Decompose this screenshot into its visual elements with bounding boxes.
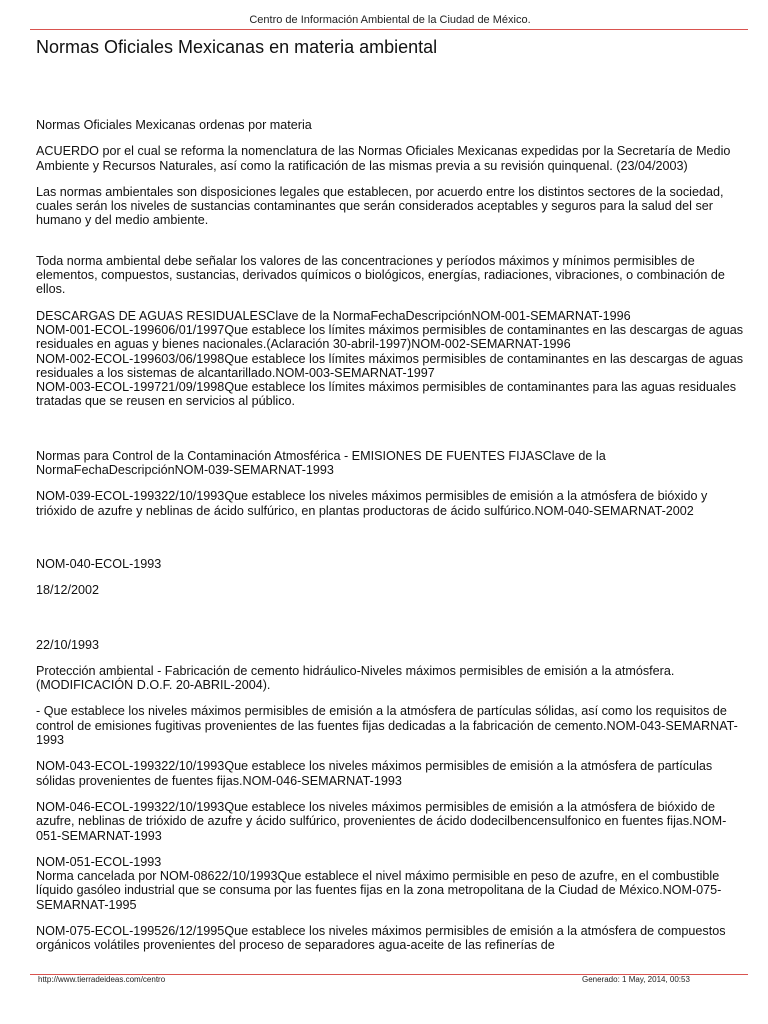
paragraph-nom-051: NOM-051-ECOL-1993 Norma cancelada por NOM-08622/10/1993Que establece el nivel máximo permisible en peso de azufre, en el combustible líquido gasóleo industrial que se consuma por las fuentes fijas en la zona metropolitana de la Ciudad de México.NOM-075-SEMARNAT-1995 [36,854,722,912]
paragraph-nom-040: NOM-040-ECOL-1993 [36,556,162,571]
paragraph-acuerdo: ACUERDO por el cual se reforma la nomenclatura de las Normas Oficiales Mexicanas expedidas por la Secretaría de Medio Ambiente y Recursos Naturales, así como la ratificación de las mismas previa a su revisión quinquenal. (23/04/2003) [36,144,731,173]
paragraph-fuentes-fijas: Normas para Control de la Contaminación Atmosférica - EMISIONES DE FUENTES FIJASClave de la NormaFechaDescripciónNOM-039-SEMARNAT-1993 [36,448,606,478]
paragraph-definition: Las normas ambientales son disposiciones legales que establecen, por acuerdo entre los distintos sectores de la sociedad, cuales serán los niveles de sustancias contaminantes que serán considerados aceptables y seguros para la salud del ser humano y del medio ambiente. [36,184,724,228]
paragraph-cemento: Protección ambiental - Fabricación de cemento hidráulico-Niveles máximos permisibles de emisión a la atmósfera. (MODIFICACIÓN D.O.F. 20-ABRIL-2004). [36,663,675,693]
paragraph-nom-043: NOM-043-ECOL-199322/10/1993Que establece los niveles máximos permisibles de emisión a la atmósfera de partículas sólidas provenientes de fuentes fijas.NOM-046-SEMARNAT-1993 [36,759,713,788]
paragraph-aguas-residuales: DESCARGAS DE AGUAS RESIDUALESClave de la NormaFechaDescripciónNOM-001-SEMARNAT-1996 NOM-001-ECOL-199606/01/1997Que establece los límites máximos permisibles de contaminantes en las descargas de aguas residuales en aguas y bienes nacionales.(Aclaración 30-abril-1997)NOM-002-SEMARNAT-1996 NOM-002-ECOL-199603/06/1998Que establece los límites máximos permisibles de contaminantes en las descargas de aguas residuales a los sistemas de alcantarillado.NOM-003-SEMARNAT-1997 NOM-003-ECOL-199721/09/1998Que establece los límites máximos permisibles de contaminantes para las aguas residuales tratadas que se reusen en servicios al público. [36,308,744,409]
document-body [36,118,748,953]
paragraph-date-2: 22/10/1993 [36,637,100,652]
paragraph-subtitle: Normas Oficiales Mexicanas ordenas por materia [36,118,312,132]
paragraph-nom-075: NOM-075-ECOL-199526/12/1995Que establece los niveles máximos permisibles de emisión a la atmósfera de compuestos orgánicos volátiles provenientes del proceso de separadores agua-aceite de las refinerías de [36,923,726,953]
paragraph-requirements: Toda norma ambiental debe señalar los valores de las concentraciones y períodos máximos y mínimos permisibles de elementos, compuestos, sustancias, derivados químicos o biológicos, energías, radiaciones, vibraciones, o combinación de ellos. [36,253,725,297]
paragraph-date-1: 18/12/2002 [36,583,100,598]
footer-url: http://www.tierradeideas.com/centro [38,975,166,984]
document-title: Normas Oficiales Mexicanas en materia ambiental [36,37,438,57]
header-divider [30,29,748,30]
paragraph-particulas: - Que establece los niveles máximos permisibles de emisión a la atmósfera de partículas sólidas, así como los requisitos de control de emisiones fugitivas provenientes de las fuentes fijas dedicadas a la fabricación de cemento.NOM-043-SEMARNAT-1993 [36,704,738,748]
paragraph-nom-046: NOM-046-ECOL-199322/10/1993Que establece los niveles máximos permisibles de emisión a la atmósfera de bióxido de azufre, neblinas de trióxido de azufre y ácido sulfúrico, provenientes de ácido dodecilbencensulfonico en fuentes fijas.NOM-051-SEMARNAT-1993 [36,799,727,843]
page-header: Centro de Información Ambiental de la Ciudad de México. [249,14,531,26]
footer-generated: Generado: 1 May, 2014, 00:53 [582,975,690,984]
paragraph-nom-039: NOM-039-ECOL-199322/10/1993Que establece los niveles máximos permisibles de emisión a la atmósfera de bióxido y trióxido de azufre y neblinas de ácido sulfúrico, en plantas productoras de ácido sulfúrico.NOM-040-SEMARNAT-2002 [36,489,708,518]
